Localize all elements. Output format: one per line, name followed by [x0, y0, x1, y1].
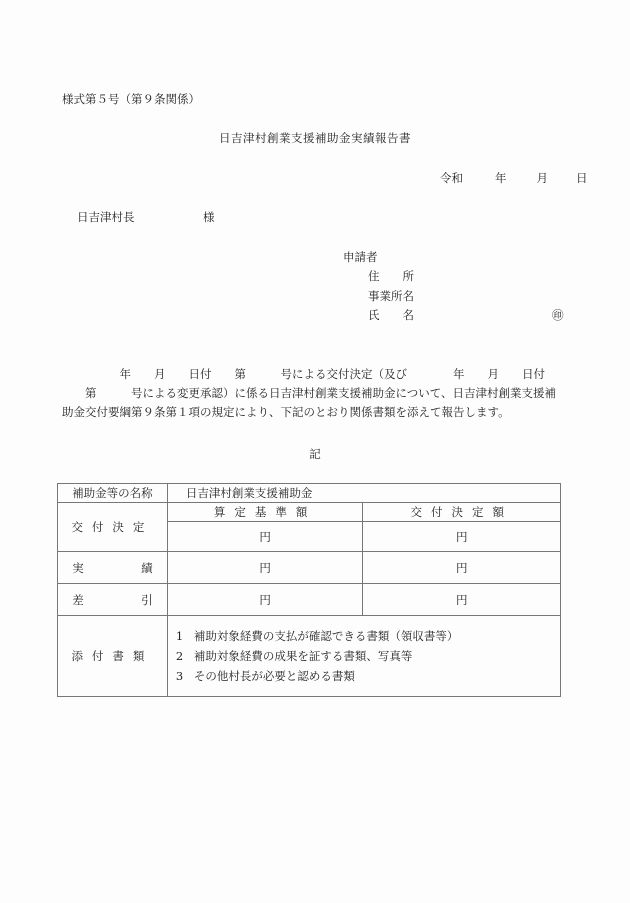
addressee-name: 日吉津村長 — [77, 210, 135, 224]
date-era: 令和 — [440, 171, 463, 185]
table-row — [58, 484, 561, 503]
date-month: 月 — [536, 171, 548, 185]
body-line-3: 助金交付要綱第９条第１項の規定により、下記のとおり関係書類を添えて報告します。 — [62, 405, 510, 419]
table-row — [58, 584, 561, 616]
table-row — [58, 503, 561, 522]
standard-amount-header: 算定基準額 — [167, 503, 363, 522]
attachments-label: 添付書類 — [58, 616, 168, 697]
subsidy-name-value: 日吉津村創業支援補助金 — [167, 484, 560, 503]
subsidy-name-label: 補助金等の名称 — [58, 484, 168, 503]
difference-label: 差 引 — [58, 584, 168, 616]
date-year: 年 — [495, 171, 507, 185]
address-label: 住 所 — [368, 269, 414, 283]
applicant-label: 申請者 — [343, 250, 378, 264]
list-item: 3 その他村長が必要と認める書類 — [175, 669, 355, 683]
report-table — [57, 483, 561, 697]
document-title: 日吉津村創業支援補助金実績報告書 — [219, 131, 411, 145]
actual-standard-yen: 円 — [167, 552, 363, 584]
decision-amount-yen: 円 — [363, 522, 561, 552]
list-item: 2 補助対象経費の成果を証する書類、写真等 — [175, 649, 413, 663]
table-row — [58, 616, 561, 697]
difference-decision-yen: 円 — [363, 584, 561, 616]
actual-decision-yen: 円 — [363, 552, 561, 584]
addressee-honorific: 様 — [203, 210, 215, 224]
decision-label: 交付決定 — [58, 503, 168, 552]
attachments-list — [167, 616, 560, 697]
report-date — [440, 170, 588, 186]
body-line-1: 年 月 日付 第 号による交付決定（及び 年 月 日付 — [62, 367, 545, 381]
seal-mark: ㊞ — [552, 308, 564, 322]
ki-heading: 記 — [309, 447, 321, 461]
list-item: 1 補助対象経費の支払が確認できる書類（領収書等） — [175, 629, 459, 643]
office-name-label: 事業所名 — [368, 289, 414, 303]
table-row — [58, 552, 561, 584]
actual-label: 実 績 — [58, 552, 168, 584]
form-number: 様式第５号（第９条関係） — [62, 92, 200, 106]
decision-amount-header: 交付決定額 — [363, 503, 561, 522]
date-day: 日 — [576, 171, 588, 185]
name-label: 氏 名 — [368, 308, 414, 322]
standard-amount-yen: 円 — [167, 522, 363, 552]
body-line-2: 第 号による変更承認）に係る日吉津村創業支援補助金について、日吉津村創業支援補 — [62, 386, 557, 400]
difference-standard-yen: 円 — [167, 584, 363, 616]
